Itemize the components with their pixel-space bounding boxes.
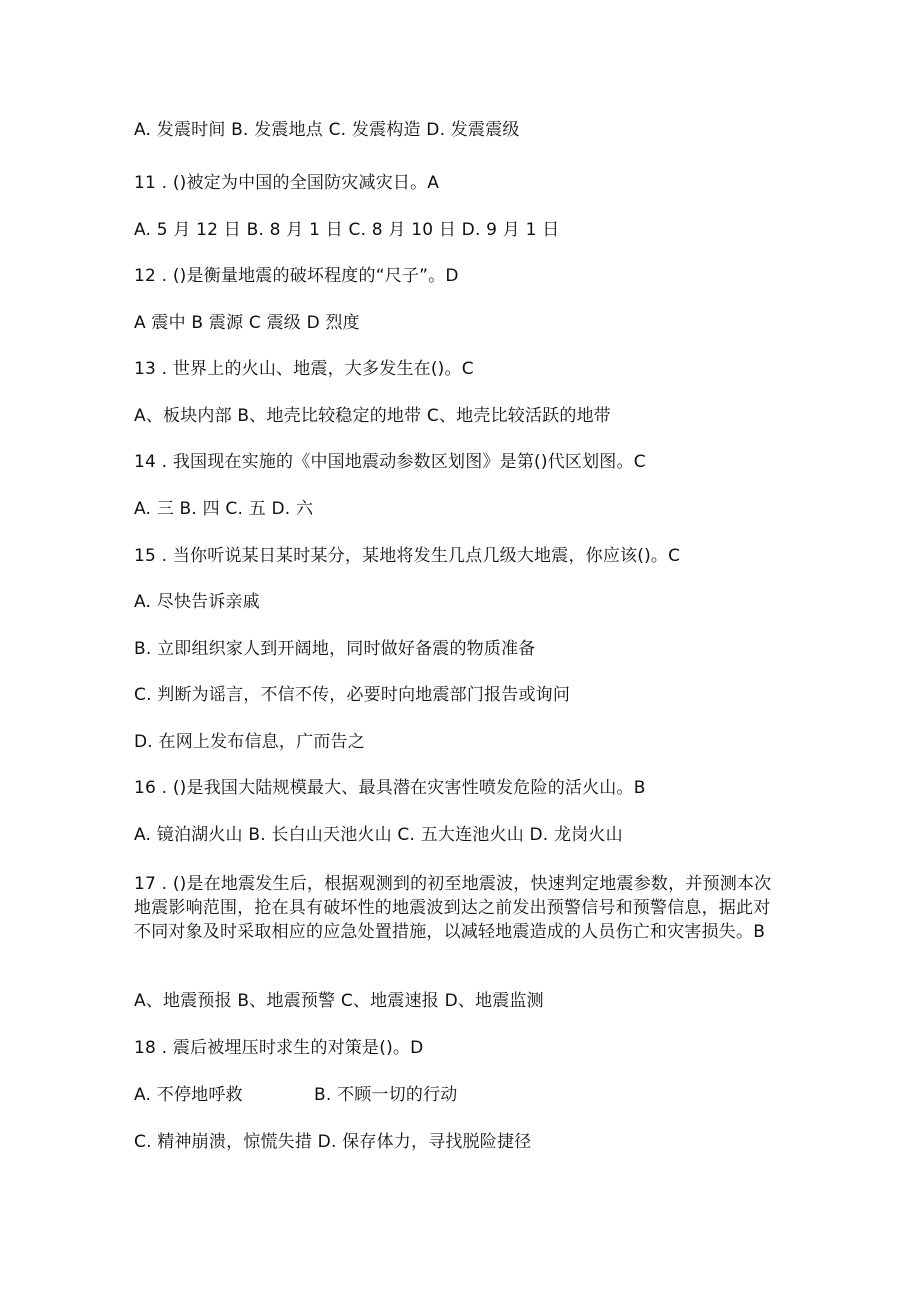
- q11-question: 11 . ()被定为中国的全国防灾减灾日。A: [134, 173, 440, 193]
- q16-question: 16 . ()是我国大陆规模最大、最具潜在灾害性喷发危险的活火山。B: [134, 778, 646, 798]
- q18-question: 18 . 震后被埋压时求生的对策是()。D: [134, 1038, 424, 1058]
- q15-option-d: D. 在网上发布信息，广而告之: [134, 732, 365, 752]
- q15-question: 15 . 当你听说某日某时某分，某地将发生几点几级大地震，你应该()。C: [134, 546, 681, 566]
- q15-option-b: B. 立即组织家人到开阔地，同时做好备震的物质准备: [134, 639, 536, 659]
- q15-option-a: A. 尽快告诉亲戚: [134, 592, 260, 612]
- q12-options: A 震中 B 震源 C 震级 D 烈度: [134, 313, 360, 333]
- q18-options-cd: C. 精神崩溃，惊慌失措 D. 保存体力，寻找脱险捷径: [134, 1132, 532, 1152]
- q11-options: A. 5 月 12 日 B. 8 月 1 日 C. 8 月 10 日 D. 9 月 1 日: [134, 220, 560, 240]
- q13-question: 13 . 世界上的火山、地震，大多发生在()。C: [134, 359, 474, 379]
- q18-option-a: A. 不停地呼救: [134, 1085, 243, 1105]
- q18-options-ab: [134, 1084, 784, 1106]
- q14-question: 14 . 我国现在实施的《中国地震动参数区划图》是第()代区划图。C: [134, 452, 646, 472]
- q10-options: A. 发震时间 B. 发震地点 C. 发震构造 D. 发震震级: [134, 120, 520, 140]
- q15-option-c: C. 判断为谣言，不信不传，必要时向地震部门报告或询问: [134, 685, 571, 705]
- q13-options: A、板块内部 B、地壳比较稳定的地带 C、地壳比较活跃的地带: [134, 406, 611, 426]
- q17-question: 17 . ()是在地震发生后，根据观测到的初至地震波，快速判定地震参数，并预测本次地震影响范围，抢在具有破坏性的地震波到达之前发出预警信号和预警信息，据此对不同对象及时采取相应的应急处置措施，以减轻地震造成的人员伤亡和灾害损失。B: [134, 874, 772, 942]
- q12-question: 12 . ()是衡量地震的破坏程度的“尺子”。D: [134, 266, 459, 286]
- q14-options: A. 三 B. 四 C. 五 D. 六: [134, 499, 314, 519]
- q16-options: A. 镜泊湖火山 B. 长白山天池火山 C. 五大连池火山 D. 龙岗火山: [134, 825, 623, 845]
- q17-options: A、地震预报 B、地震预警 C、地震速报 D、地震监测: [134, 991, 544, 1011]
- q18-option-b: B. 不顾一切的行动: [314, 1085, 458, 1105]
